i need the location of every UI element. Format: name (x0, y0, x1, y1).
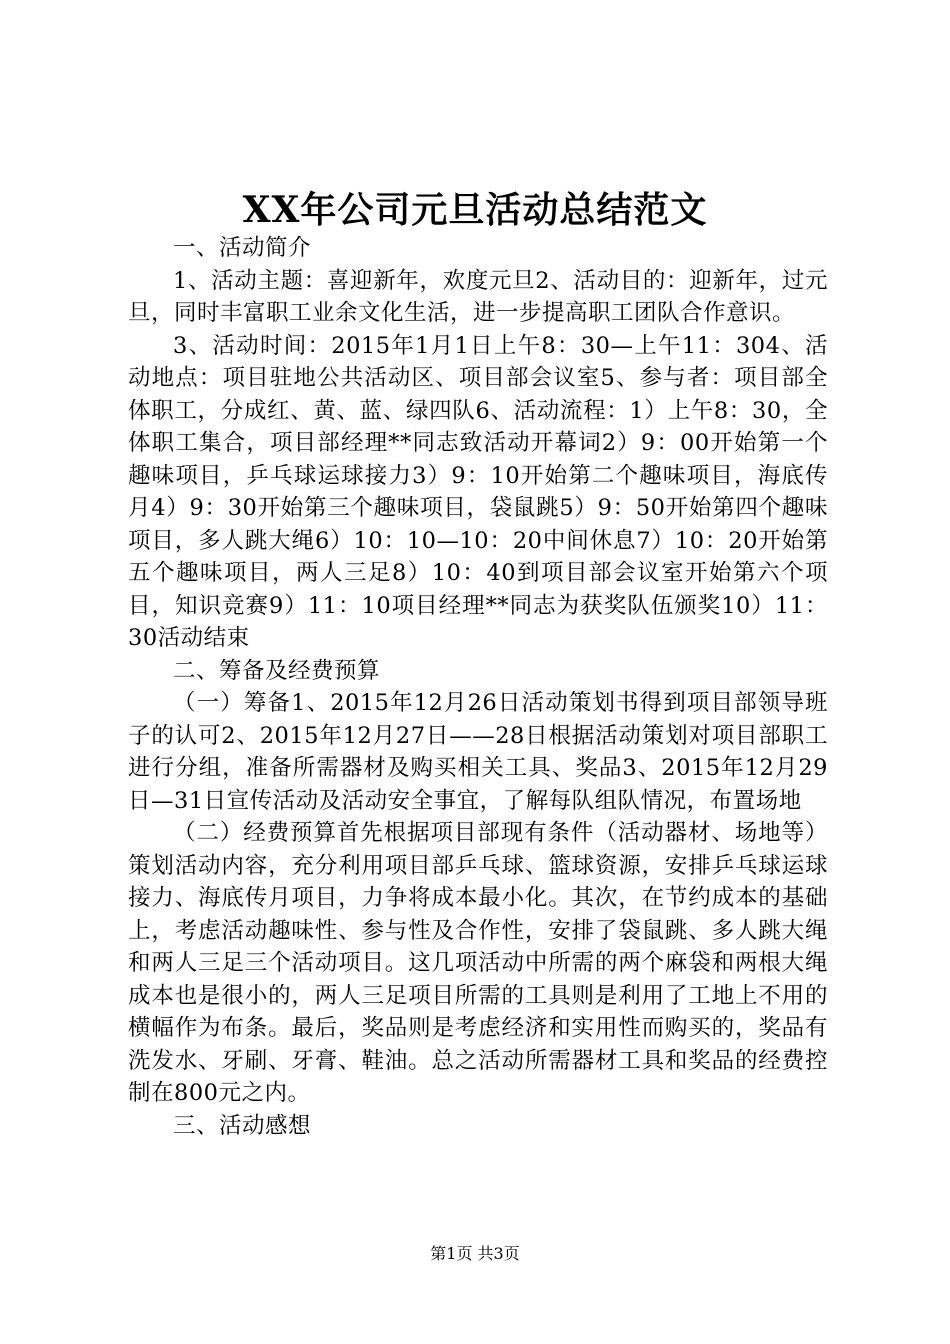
paragraph-preparation: （一）筹备1、2015年12月26日活动策划书得到项目部领导班子的认可2、2015年12月27日——28日根据活动策划对项目部职工进行分组，准备所需器材及购买相关工具、奖品3、2015年12月29日—31日宣传活动及活动安全事宜，了解每队组队情况，布置场地 (128, 690, 828, 814)
document-body (128, 232, 828, 1142)
document-title: XX年公司元旦活动总结范文 (242, 189, 708, 231)
page-number: 第1页 共3页 (430, 1244, 520, 1263)
paragraph-theme: 1、活动主题：喜迎新年，欢度元旦2、活动目的：迎新年，过元旦，同时丰富职工业余文化生活，进一步提高职工团队合作意识。 (128, 267, 828, 326)
section-heading-budget: 二、筹备及经费预算 (173, 657, 381, 684)
section-heading-reflection: 三、活动感想 (173, 1112, 312, 1139)
paragraph-schedule: 3、活动时间：2015年1月1日上午8：30—上午11：304、活动地点：项目驻地公共活动区、项目部会议室5、参与者：项目部全体职工，分成红、黄、蓝、绿四队6、活动流程：1）上午8：30，全体职工集合，项目部经理**同志致活动开幕词2）9：00开始第一个趣味项目，乒乓球运球接力3）9：10开始第二个趣味项目，海底传月4）9：30开始第三个趣味项目，袋鼠跳5）9：50开始第四个趣味项目，多人跳大绳6）10：10—10：20中间休息7）10：20开始第五个趣味项目，两人三足8）10：40到项目部会议室开始第六个项目，知识竞赛9）11：10项目经理**同志为获奖队伍颁奖10）11：30活动结束 (128, 332, 828, 651)
section-heading-intro: 一、活动简介 (173, 235, 312, 261)
paragraph-budget: （二）经费预算首先根据项目部现有条件（活动器材、场地等）策划活动内容，充分利用项目部乒乓球、篮球资源，安排乒乓球运球接力、海底传月项目，力争将成本最小化。其次，在节约成本的基础上，考虑活动趣味性、参与性及合作性，安排了袋鼠跳、多人跳大绳和两人三足三个活动项目。这几项活动中所需的两个麻袋和两根大绳成本也是很小的，两人三足项目所需的工具则是利用了工地上不用的横幅作为布条。最后，奖品则是考虑经济和实用性而购买的，奖品有洗发水、牙刷、牙膏、鞋油。总之活动所需器材工具和奖品的经费控制在800元之内。 (128, 820, 828, 1106)
